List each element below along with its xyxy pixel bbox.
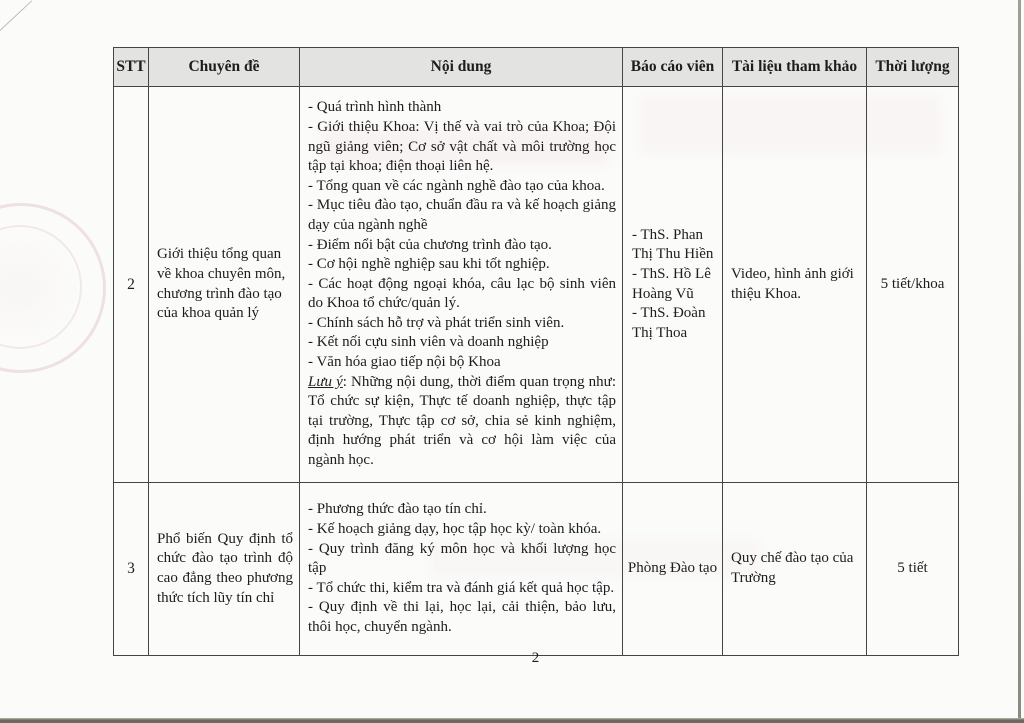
table-row [114, 483, 959, 656]
content-item: - Tổ chức thi, kiểm tra và đánh giá kết quả học tập. [308, 579, 615, 596]
presenters-cell [623, 483, 723, 656]
duration-cell: 5 tiết [867, 483, 959, 656]
content-item: - Quy trình đăng ký môn học và khối lượng học tập [308, 540, 616, 577]
content-item: - Các hoạt động ngoại khóa, câu lạc bộ sinh viên do Khoa tổ chức/quản lý. [308, 275, 616, 312]
content-item: - Mục tiêu đào tạo, chuẩn đầu ra và kế hoạch giảng dạy của ngành nghề [308, 197, 616, 233]
header-stt: STT [114, 48, 149, 87]
presenter-item: - ThS. Hồ Lê Hoàng Vũ [632, 265, 711, 302]
scan-corner-artifact [0, 0, 32, 32]
topic-cell: Phổ biến Quy định tổ chức đào tạo trình độ cao đẳng theo phương thức tích lũy tín chỉ [149, 483, 300, 656]
page-number: 2 [531, 650, 540, 666]
stt-cell: 3 [114, 483, 149, 656]
content-item: - Quá trình hình thành [308, 99, 442, 116]
content-item: - Kết nối cựu sinh viên và doanh nghiệp [308, 334, 549, 351]
presenter-item: - ThS. Phan Thị Thu Hiền [632, 226, 714, 263]
scan-edge-right [1018, 0, 1021, 723]
note-label: Lưu ý [308, 373, 343, 390]
content-item: - Kế hoạch giảng dạy, học tập học kỳ/ toàn khóa. [308, 521, 602, 538]
content-item: - Chính sách hỗ trợ và phát triển sinh viên. [308, 314, 565, 331]
content-item: - Giới thiệu Khoa: Vị thế và vai trò của Khoa; Đội ngũ giảng viên; Cơ sở vật chất và môi trường học tập tại khoa; điện thoại liên hệ. [308, 118, 616, 175]
duration-cell: 5 tiết/khoa [867, 87, 959, 483]
content-item: - Tổng quan về các ngành nghề đào tạo của khoa. [308, 177, 605, 194]
header-duration: Thời lượng [867, 48, 959, 87]
presenter-item: - ThS. Đoàn Thị Thoa [632, 305, 706, 341]
content-item: - Điểm nổi bật của chương trình đào tạo. [308, 236, 552, 253]
content-cell [300, 483, 623, 656]
header-references: Tài liệu tham khảo [723, 48, 867, 87]
header-presenter: Báo cáo viên [623, 48, 723, 87]
content-item: - Phương thức đào tạo tín chỉ. [308, 501, 487, 518]
stt-cell: 2 [114, 87, 149, 483]
references-cell: Video, hình ảnh giới thiệu Khoa. [723, 87, 867, 483]
content-item: - Quy định về thi lại, học lại, cải thiện, bảo lưu, thôi học, chuyển ngành. [308, 599, 616, 635]
header-content: Nội dung [300, 48, 623, 87]
scan-edge-bottom [0, 718, 1024, 723]
presenters-cell [623, 87, 723, 483]
header-topic: Chuyên đề [149, 48, 300, 87]
table-row [114, 87, 959, 483]
content-cell [300, 87, 623, 483]
content-item: - Văn hóa giao tiếp nội bộ Khoa [308, 354, 501, 371]
presenter-item: Phòng Đào tạo [627, 560, 718, 577]
training-schedule-table [113, 47, 959, 656]
note-text: : Những nội dung, thời điểm quan trọng như: Tổ chức sự kiện, Thực tế doanh nghiệp, thực tập tại trường, Thực tập cơ sở, chia sẻ kinh nghiệm, định hướng phát triển và cơ hội làm việc của ngành học. [308, 373, 616, 469]
references-cell: Quy chế đào tạo của Trường [723, 483, 867, 656]
content-item: - Cơ hội nghề nghiệp sau khi tốt nghiệp. [308, 256, 550, 273]
header-row [114, 48, 959, 87]
topic-cell: Giới thiệu tổng quan về khoa chuyên môn, chương trình đào tạo của khoa quản lý [149, 87, 300, 483]
content-note [308, 373, 616, 471]
